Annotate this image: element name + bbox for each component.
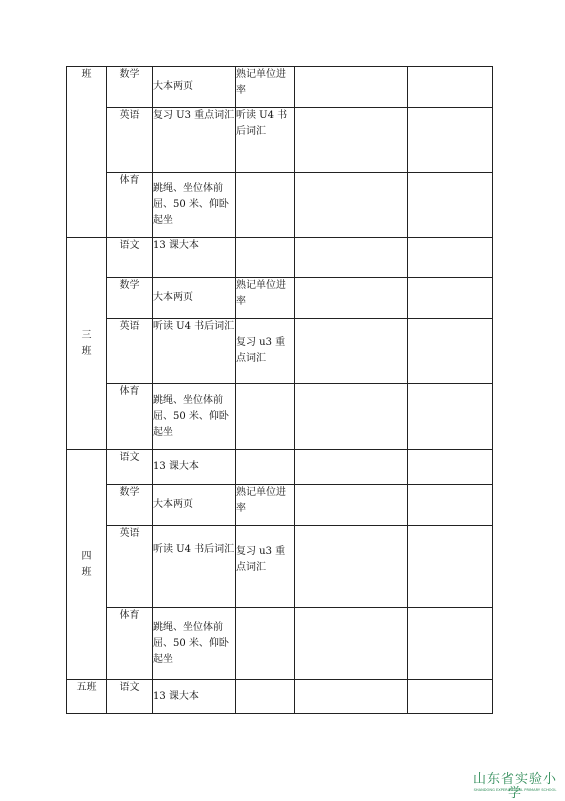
task2-cell: 听读 U4 书后词汇: [236, 108, 295, 173]
task-cell: 复习 U3 重点词汇: [153, 108, 236, 173]
empty-cell: [408, 450, 493, 485]
table-row: [67, 608, 493, 680]
task2-cell: 熟记单位进率: [236, 278, 295, 319]
empty-cell: [295, 173, 408, 238]
task-cell: 大本两页: [153, 485, 236, 526]
task2-cell: 复习 u3 重点词汇: [236, 526, 295, 608]
empty-cell: [408, 384, 493, 450]
empty-cell: [408, 526, 493, 608]
homework-table: [66, 66, 493, 714]
table-row: [67, 384, 493, 450]
subject-cell: 体育: [107, 384, 153, 450]
school-logo-subtext: SHANDONG EXPERIMENTAL PRIMARY SCHOOL: [473, 788, 557, 792]
empty-cell: [408, 485, 493, 526]
subject-cell: 语文: [107, 680, 153, 714]
table-row: [67, 319, 493, 384]
empty-cell: [408, 608, 493, 680]
empty-cell: [295, 67, 408, 108]
task-cell: 跳绳、坐位体前屈、50 米、仰卧起坐: [153, 173, 236, 238]
table-row: [67, 450, 493, 485]
empty-cell: [408, 680, 493, 714]
class-label: 五班: [67, 680, 107, 714]
task2-cell: 熟记单位进率: [236, 485, 295, 526]
task-cell: 听读 U4 书后词汇: [153, 319, 236, 384]
empty-cell: [408, 238, 493, 278]
class-label: 四 班: [67, 450, 107, 680]
subject-cell: 英语: [107, 319, 153, 384]
task2-cell: [236, 680, 295, 714]
table-row: [67, 278, 493, 319]
table-row: [67, 485, 493, 526]
empty-cell: [295, 238, 408, 278]
table-row: [67, 67, 493, 108]
task-cell: 13 课大本: [153, 450, 236, 485]
school-logo: [470, 772, 560, 801]
task2-cell: [236, 450, 295, 485]
task-cell: 13 课大本: [153, 680, 236, 714]
empty-cell: [295, 384, 408, 450]
task-cell: 13 课大本: [153, 238, 236, 278]
table-row: [67, 680, 493, 714]
empty-cell: [295, 680, 408, 714]
subject-cell: 语文: [107, 450, 153, 485]
task-cell: 跳绳、坐位体前屈、50 米、仰卧起坐: [153, 608, 236, 680]
table-row: [67, 108, 493, 173]
class-label: 班: [67, 67, 107, 238]
empty-cell: [408, 108, 493, 173]
task-cell: 大本两页: [153, 278, 236, 319]
empty-cell: [408, 278, 493, 319]
task2-cell: 熟记单位进率: [236, 67, 295, 108]
empty-cell: [295, 278, 408, 319]
task2-cell: 复习 u3 重点词汇: [236, 319, 295, 384]
task2-cell: [236, 608, 295, 680]
empty-cell: [295, 450, 408, 485]
subject-cell: 语文: [107, 238, 153, 278]
subject-cell: 数学: [107, 278, 153, 319]
task2-cell: [236, 384, 295, 450]
empty-cell: [295, 608, 408, 680]
task-cell: 跳绳、坐位体前屈、50 米、仰卧起坐: [153, 384, 236, 450]
subject-cell: 数学: [107, 485, 153, 526]
task-cell: 大本两页: [153, 67, 236, 108]
class-label: 三 班: [67, 238, 107, 450]
empty-cell: [295, 526, 408, 608]
empty-cell: [408, 319, 493, 384]
subject-cell: 英语: [107, 108, 153, 173]
subject-cell: 体育: [107, 608, 153, 680]
table-row: [67, 238, 493, 278]
subject-cell: 体育: [107, 173, 153, 238]
task-cell: 听读 U4 书后词汇: [153, 526, 236, 608]
empty-cell: [408, 67, 493, 108]
task2-cell: [236, 173, 295, 238]
table-row: [67, 526, 493, 608]
empty-cell: [295, 319, 408, 384]
empty-cell: [408, 173, 493, 238]
empty-cell: [295, 108, 408, 173]
table-row: [67, 173, 493, 238]
school-logo-text: 山东省实验小学: [472, 772, 557, 801]
subject-cell: 数学: [107, 67, 153, 108]
empty-cell: [295, 485, 408, 526]
task2-cell: [236, 238, 295, 278]
subject-cell: 英语: [107, 526, 153, 608]
